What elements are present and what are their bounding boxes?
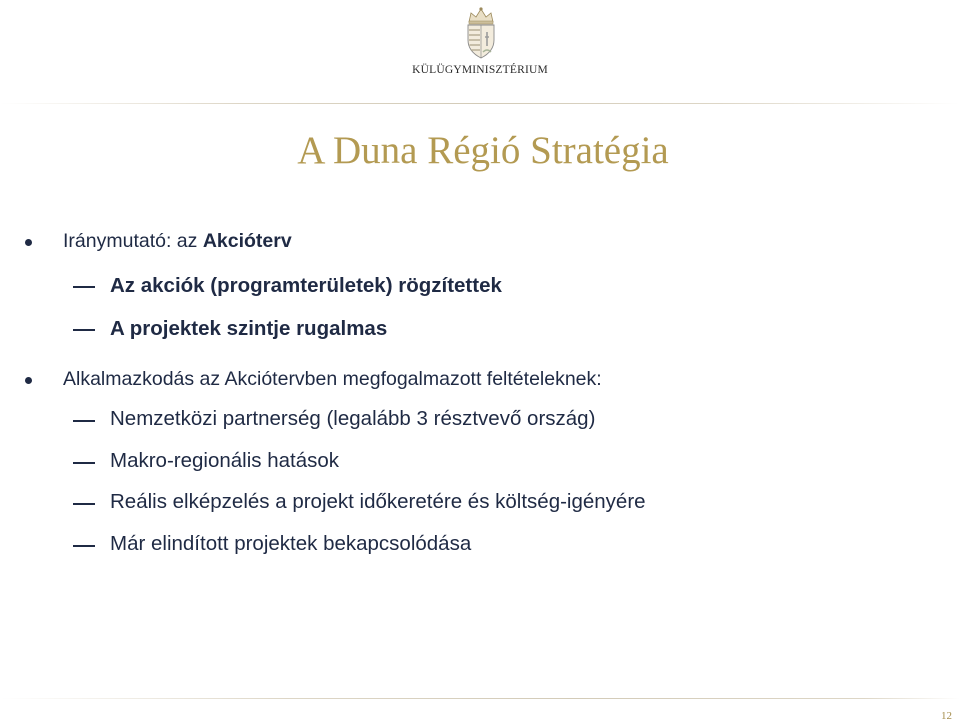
dash-icon: [73, 420, 95, 422]
bullet-emphasis: Akcióterv: [202, 230, 292, 252]
footer-divider: [0, 698, 960, 699]
bullet-text: Iránymutató: az: [63, 230, 203, 252]
header-divider: [0, 103, 960, 104]
slide-title: A Duna Régió Stratégia: [297, 129, 669, 172]
sub-item: Reális elképzelés a projekt időkeretére és költség-igényére: [110, 490, 646, 513]
sub-item: Makro-regionális hatások: [110, 449, 340, 472]
sub-item: Nemzetközi partnerség (legalább 3 résztvevő ország): [110, 407, 596, 430]
sub-item: Az akciók (programterületek) rögzítettek: [110, 274, 502, 297]
dash-icon: [73, 329, 95, 331]
sub-item: Már elindított projektek bekapcsolódása: [110, 532, 472, 555]
dash-icon: [73, 503, 95, 505]
bullet-item: [63, 230, 292, 253]
dash-icon: [73, 462, 95, 464]
bullet-dot-icon: [25, 377, 32, 384]
ministry-name: KÜLÜGYMINISZTÉRIUM: [412, 64, 548, 76]
bullet-item: Alkalmazkodás az Akciótervben megfogalmazott feltételeknek:: [63, 368, 602, 390]
page-number: 12: [941, 710, 952, 722]
header: [0, 0, 960, 110]
coat-of-arms-icon: [463, 6, 499, 60]
bullet-dot-icon: [25, 239, 32, 246]
dash-icon: [73, 286, 95, 288]
sub-item: A projektek szintje rugalmas: [110, 317, 388, 340]
dash-icon: [73, 545, 95, 547]
